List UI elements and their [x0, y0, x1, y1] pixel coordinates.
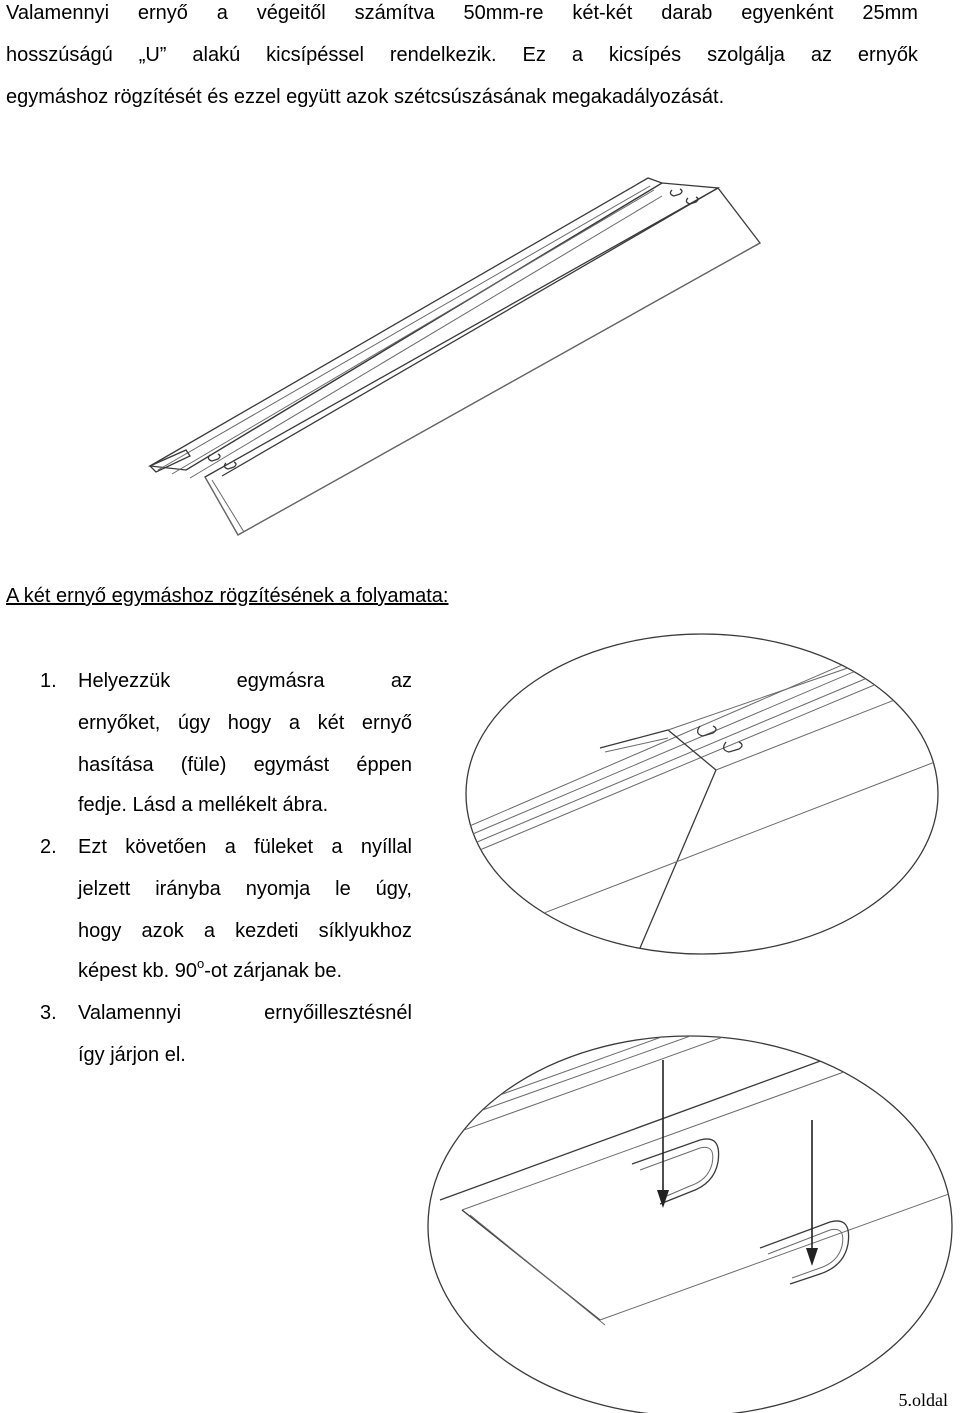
step-word: a [288, 712, 300, 734]
step-word: az [390, 670, 412, 692]
degree-superscript: o [196, 956, 205, 971]
intro-word: Ez [522, 44, 546, 66]
step-word: egymást [253, 754, 330, 776]
step-word: síklyukhoz [318, 920, 412, 942]
step-word: hogy [78, 920, 122, 942]
step-word: követően [125, 836, 207, 858]
step-word: éppen [356, 754, 412, 776]
intro-word: „U” [138, 44, 167, 66]
step-word: Valamennyi [78, 1002, 182, 1024]
step-2-line-4 [78, 956, 343, 983]
step-word: ernyőillesztésnél [264, 1002, 412, 1024]
step-word: (füle) [180, 754, 227, 776]
step-word: ernyőket, [78, 712, 161, 734]
intro-word: hosszúságú [6, 44, 113, 66]
intro-word: végeitől [256, 2, 326, 24]
step-word: azok [141, 920, 184, 942]
step-word: jelzett [78, 878, 131, 900]
step-1-line-4: fedje. Lásd a mellékelt ábra. [78, 794, 329, 816]
step-1-line-3 [78, 754, 412, 777]
step-word: egymásra [236, 670, 325, 692]
step-word: irányba [155, 878, 221, 900]
intro-word: 50mm-re [463, 2, 544, 24]
step-3-line-2: így járjon el. [78, 1044, 186, 1066]
page-number: 5.oldal [898, 1390, 948, 1410]
intro-word: kicsípés [608, 44, 682, 66]
step-2-line-3 [78, 920, 412, 943]
tab-press-detail-illustration [428, 930, 960, 1413]
screen-full-illustration [150, 178, 760, 535]
intro-word: rendelkezik. [389, 44, 497, 66]
intro-word: 25mm [862, 2, 918, 24]
step-word: Ezt [78, 836, 107, 858]
intro-word: két-két [572, 2, 633, 24]
process-heading: A két ernyő egymáshoz rögzítésének a folyamata: [6, 585, 449, 607]
intro-word: Valamennyi [6, 2, 110, 24]
step-3-line-1 [78, 1002, 412, 1025]
step-2-text-a: képest kb. 90 [78, 960, 197, 982]
overlap-detail-illustration [465, 634, 940, 954]
step-word: Helyezzük [78, 670, 171, 692]
step-word: nyomja [245, 878, 311, 900]
intro-word: szolgálja [707, 44, 785, 66]
step-2-text-b: -ot zárjanak be. [204, 960, 343, 982]
intro-word: a [216, 2, 228, 24]
step-2-number: 2. [40, 836, 57, 858]
intro-word: az [810, 44, 832, 66]
step-word: le [335, 878, 351, 900]
step-3-number: 3. [40, 1002, 57, 1024]
step-1-line-2 [78, 712, 412, 735]
step-word: ernyő [361, 712, 412, 734]
intro-word: ernyő [137, 2, 188, 24]
step-2-line-2 [78, 878, 412, 901]
intro-word: darab [661, 2, 713, 24]
step-1-line-1 [78, 670, 412, 693]
step-word: a [224, 836, 236, 858]
step-1-number: 1. [40, 670, 57, 692]
step-word: kezdeti [235, 920, 299, 942]
step-word: két [317, 712, 345, 734]
intro-word: alakú [192, 44, 241, 66]
step-word: hasítása [78, 754, 154, 776]
intro-word: egyenként [741, 2, 834, 24]
step-word: úgy, [375, 878, 412, 900]
step-word: a [331, 836, 343, 858]
intro-word: a [571, 44, 583, 66]
intro-line-3: egymáshoz rögzítését és ezzel együtt azok szétcsúszásának megakadályozását. [6, 86, 725, 108]
step-word: nyíllal [360, 836, 412, 858]
intro-word: számítva [354, 2, 435, 24]
intro-word: kicsípéssel [266, 44, 364, 66]
step-word: a [203, 920, 215, 942]
step-word: úgy [177, 712, 211, 734]
step-word: füleket [254, 836, 314, 858]
step-word: hogy [227, 712, 272, 734]
intro-word: ernyők [857, 44, 918, 66]
step-2-line-1 [78, 836, 412, 859]
